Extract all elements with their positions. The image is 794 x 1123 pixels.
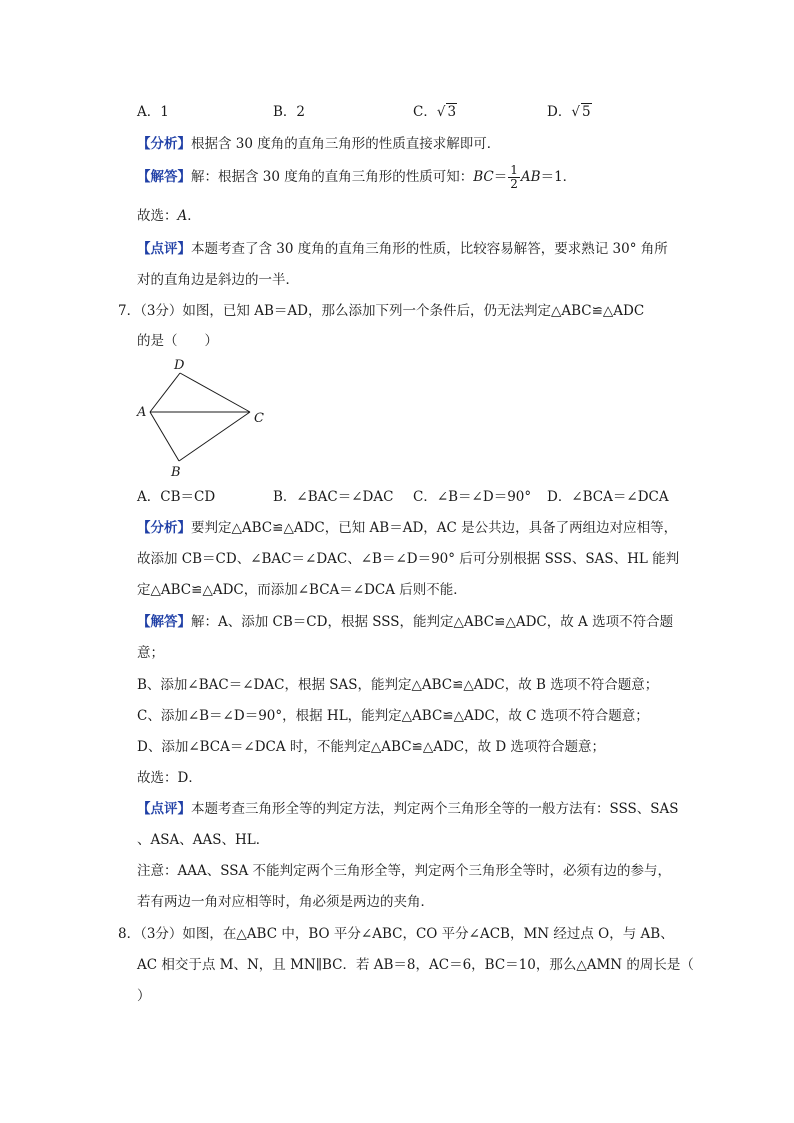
sqrt-radicand: 5 bbox=[581, 104, 591, 120]
q6-solution bbox=[137, 164, 576, 191]
fraction-numerator: 1 bbox=[510, 163, 518, 177]
solution-text: D、添加∠BCA＝∠DCA 时，不能判定△ABC≌△ADC，故 D 选项符合题意； bbox=[137, 739, 606, 755]
comment-text: 本题考查了含 30 度角的直角三角形的性质，比较容易解答，要求熟记 30° 角所 bbox=[191, 241, 668, 257]
segment-bc: BC bbox=[473, 169, 494, 185]
solution-tag: 【解答】 bbox=[137, 169, 191, 185]
q6-comment-line2 bbox=[137, 270, 299, 290]
q7-option-a bbox=[137, 487, 215, 507]
comment-text: 、ASA、AAS、HL． bbox=[137, 832, 270, 848]
label-b: B bbox=[171, 465, 181, 477]
comment-tag: 【点评】 bbox=[137, 801, 191, 817]
q7-solution-line6 bbox=[137, 768, 202, 788]
choice-answer: A bbox=[177, 208, 188, 224]
label-a: A bbox=[137, 405, 147, 420]
q7-option-b bbox=[273, 487, 393, 507]
analysis-tag: 【分析】 bbox=[137, 520, 191, 536]
q7-option-d bbox=[547, 487, 669, 507]
q7-solution-line2 bbox=[137, 643, 164, 663]
q7-solution-line1 bbox=[137, 612, 673, 632]
option-letter: C． bbox=[413, 104, 437, 120]
q7-comment-line1 bbox=[137, 799, 679, 819]
question-text: ） bbox=[137, 988, 151, 1004]
q7-solution-line4 bbox=[137, 706, 649, 726]
q6-comment-line1 bbox=[137, 239, 668, 259]
choice-label: 故选： bbox=[137, 208, 178, 224]
q7-solution-line5 bbox=[137, 737, 605, 757]
q6-option-c bbox=[413, 102, 457, 122]
equals-sign: ＝ bbox=[493, 169, 508, 185]
segment-ab: AB bbox=[520, 169, 541, 185]
solution-text: B、添加∠BAC＝∠DAC，根据 SAS，能判定△ABC≌△ADC，故 B 选项不符合题意； bbox=[137, 677, 659, 693]
comment-text: 若有两边一角对应相等时，角必须是两边的夹角． bbox=[137, 894, 434, 910]
option-text: C．∠B＝∠D＝90° bbox=[413, 489, 532, 505]
sqrt-sign: √ bbox=[571, 104, 580, 120]
solution-tag: 【解答】 bbox=[137, 614, 191, 630]
solution-text: 故选：D． bbox=[137, 770, 202, 786]
fraction-denominator: 2 bbox=[510, 177, 518, 191]
segment-ab bbox=[150, 412, 179, 461]
q7-stem-line2 bbox=[137, 331, 218, 351]
q7-stem-line1 bbox=[118, 301, 644, 321]
q8-stem-line3 bbox=[137, 986, 151, 1006]
q8-stem-line1 bbox=[118, 924, 674, 944]
q7-analysis-line2 bbox=[137, 549, 679, 569]
option-letter: D． bbox=[547, 104, 572, 120]
solution-text: C、添加∠B＝∠D＝90°，根据 HL，能判定△ABC≌△ADC，故 C 选项不符合题意； bbox=[137, 708, 649, 724]
option-value: 2 bbox=[296, 104, 306, 120]
label-d: D bbox=[174, 358, 185, 373]
fraction-one-half bbox=[508, 164, 520, 191]
question-text: 7．（3分）如图，已知 AB＝AD，那么添加下列一个条件后，仍无法判定△ABC≌△ADC bbox=[118, 303, 645, 319]
solution-text: 解：根据含 30 度角的直角三角形的性质可知： bbox=[191, 169, 474, 185]
q6-option-a bbox=[137, 102, 169, 122]
option-text: B．∠BAC＝∠DAC bbox=[273, 489, 394, 505]
q6-choice bbox=[137, 206, 201, 226]
comment-text: 注意：AAA、SSA 不能判定两个三角形全等，判定两个三角形全等时，必须有边的参与， bbox=[137, 863, 672, 879]
solution-text: 意； bbox=[137, 645, 164, 661]
analysis-tag: 【分析】 bbox=[137, 136, 191, 152]
analysis-text: 要判定△ABC≌△ADC，已知 AB＝AD，AC 是公共边，具备了两组边对应相等， bbox=[191, 520, 678, 536]
analysis-text: 根据含 30 度角的直角三角形的性质直接求解即可． bbox=[191, 136, 501, 152]
q6-option-d bbox=[547, 102, 592, 122]
question-text: AC 相交于点 M、N，且 MN∥BC．若 AB＝8，AC＝6，BC＝10，那么△AMN 的周长是（ bbox=[137, 957, 694, 973]
analysis-text: 故添加 CB＝CD、∠BAC＝∠DAC、∠B＝∠D＝90° 后可分别根据 SSS、SAS、HL 能判 bbox=[137, 551, 680, 567]
option-letter: A． bbox=[137, 104, 161, 120]
q7-analysis-line3 bbox=[137, 580, 467, 600]
comment-text: 对的直角边是斜边的一半． bbox=[137, 272, 299, 288]
q7-comment-line3 bbox=[137, 861, 671, 881]
q7-comment-line2 bbox=[137, 830, 269, 850]
q6-option-b bbox=[273, 102, 305, 122]
question-text: 的是（ ） bbox=[137, 333, 218, 349]
segment-ad bbox=[150, 373, 180, 412]
segment-bc bbox=[179, 412, 250, 461]
question-text: 8．（3分）如图，在△ABC 中，BO 平分∠ABC，CO 平分∠ACB，MN 经过点 O，与 AB、 bbox=[118, 926, 674, 942]
q7-solution-line3 bbox=[137, 675, 658, 695]
solution-text: 解：A、添加 CB＝CD，根据 SSS，能判定△ABC≌△ADC，故 A 选项不符合题 bbox=[191, 614, 674, 630]
option-text: D．∠BCA＝∠DCA bbox=[547, 489, 669, 505]
segment-dc bbox=[180, 373, 250, 412]
option-text: A．CB＝CD bbox=[137, 489, 216, 505]
q8-stem-line2 bbox=[137, 955, 694, 975]
q7-option-c bbox=[413, 487, 531, 507]
comment-text: 本题考查三角形全等的判定方法，判定两个三角形全等的一般方法有：SSS、SAS bbox=[191, 801, 679, 817]
sqrt-sign: √ bbox=[436, 104, 446, 120]
q7-analysis-line1 bbox=[137, 518, 677, 538]
q7-comment-line4 bbox=[137, 892, 434, 912]
comment-tag: 【点评】 bbox=[137, 241, 191, 257]
option-value: 1 bbox=[160, 104, 169, 120]
choice-period: ． bbox=[187, 208, 201, 224]
analysis-text: 定△ABC≌△ADC，而添加∠BCA＝∠DCA 后则不能． bbox=[137, 582, 467, 598]
q7-quadrilateral-figure bbox=[130, 352, 280, 477]
label-c: C bbox=[254, 411, 264, 426]
option-letter: B． bbox=[273, 104, 297, 120]
q6-analysis bbox=[137, 134, 500, 154]
sqrt-radicand: 3 bbox=[447, 104, 457, 120]
solution-result: ＝1． bbox=[540, 169, 577, 185]
